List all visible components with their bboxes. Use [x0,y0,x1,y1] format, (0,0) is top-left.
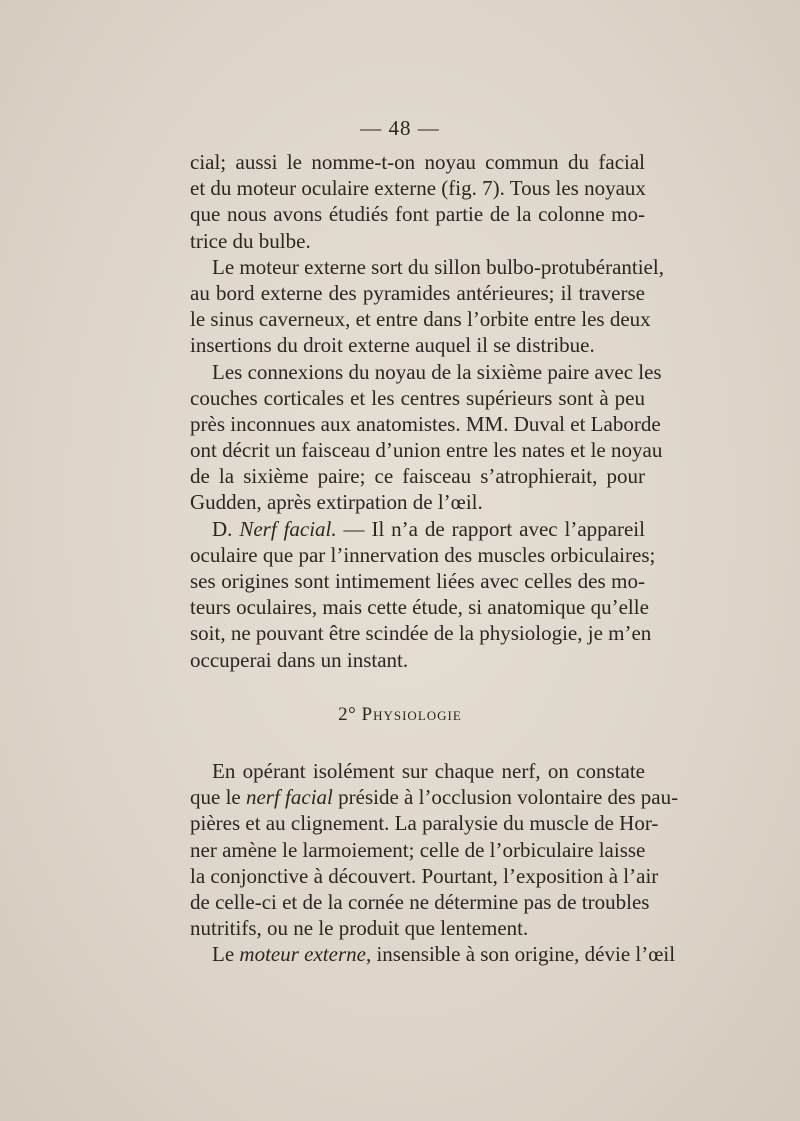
text-line: couches corticales et les centres supérieurs sont à peu [190,385,645,410]
text-line: oculaire que par l’innervation des muscles orbiculaires; [190,542,656,567]
nerf-facial-title: Nerf facial. [239,516,337,541]
text-line: ner amène le larmoiement; celle de l’orbiculaire laisse [190,837,646,862]
text-line: Le moteur externe sort du sillon bulbo-protubérantiel, [212,254,664,279]
text-run: — Il n’a de rapport avec l’appareil [336,516,645,541]
text-run: que le [190,785,246,810]
text-run: préside à l’occlusion volontaire des pau- [332,785,679,810]
text-block-1 [190,149,664,673]
text-line: trice du bulbe. [190,228,311,253]
section-title: Physiologie [361,704,462,725]
text-line: soit, ne pouvant être scindée de la physiologie, je m’en [190,621,652,646]
text-line: Gudden, après extirpation de l’œil. [190,490,483,515]
text-run: Le [212,942,240,967]
section-number: 2° [338,704,357,725]
text-line: teurs oculaires, mais cette étude, si anatomique qu’elle [190,595,649,620]
italic-term: nerf facial [245,785,333,810]
text-line: Les connexions du noyau de la sixième paire avec les [212,359,662,384]
text-line: de la sixième paire; ce faisceau s’atrophierait, pour [190,464,645,489]
text-line: et du moteur oculaire externe (fig. 7). Tous les noyaux [190,176,646,201]
text-line: pières et au clignement. La paralysie du muscle de Hor- [190,811,659,836]
text-line: de celle-ci et de la cornée ne détermine pas de troubles [190,889,650,914]
text-line [190,784,679,810]
text-line: cial; aussi le nomme-t-on noyau commun du facial [190,150,645,174]
text-line [190,516,645,542]
text-line: près inconnues aux anatomistes. MM. Duval et Laborde [190,411,661,436]
page-number: — 48 — [360,116,440,140]
text-line: En opérant isolément sur chaque nerf, on constate [212,759,645,783]
text-run: , insensible à son origine, dévie l’œil [365,942,676,967]
text-line: la conjonctive à découvert. Pourtant, l’exposition à l’air [190,863,659,888]
text-line: au bord externe des pyramides antérieures; il traverse [190,280,645,305]
text-line: insertions du droit externe auquel il se distribue. [190,333,595,358]
text-line: occuperai dans un instant. [190,647,409,672]
text-line: nutritifs, ou ne le produit que lentement. [190,916,529,941]
text-line: le sinus caverneux, et entre dans l’orbite entre les deux [190,307,651,332]
text-line [190,941,676,967]
section-heading [0,704,800,726]
text-line: que nous avons étudiés font partie de la colonne mo- [190,202,645,227]
section-letter: D. [212,516,240,541]
text-line: ont décrit un faisceau d’union entre les nates et le noyau [190,438,663,463]
text-line: ses origines sont intimement liées avec celles des mo- [190,569,645,593]
text-block-2 [190,758,679,968]
italic-term: moteur externe [239,942,366,967]
